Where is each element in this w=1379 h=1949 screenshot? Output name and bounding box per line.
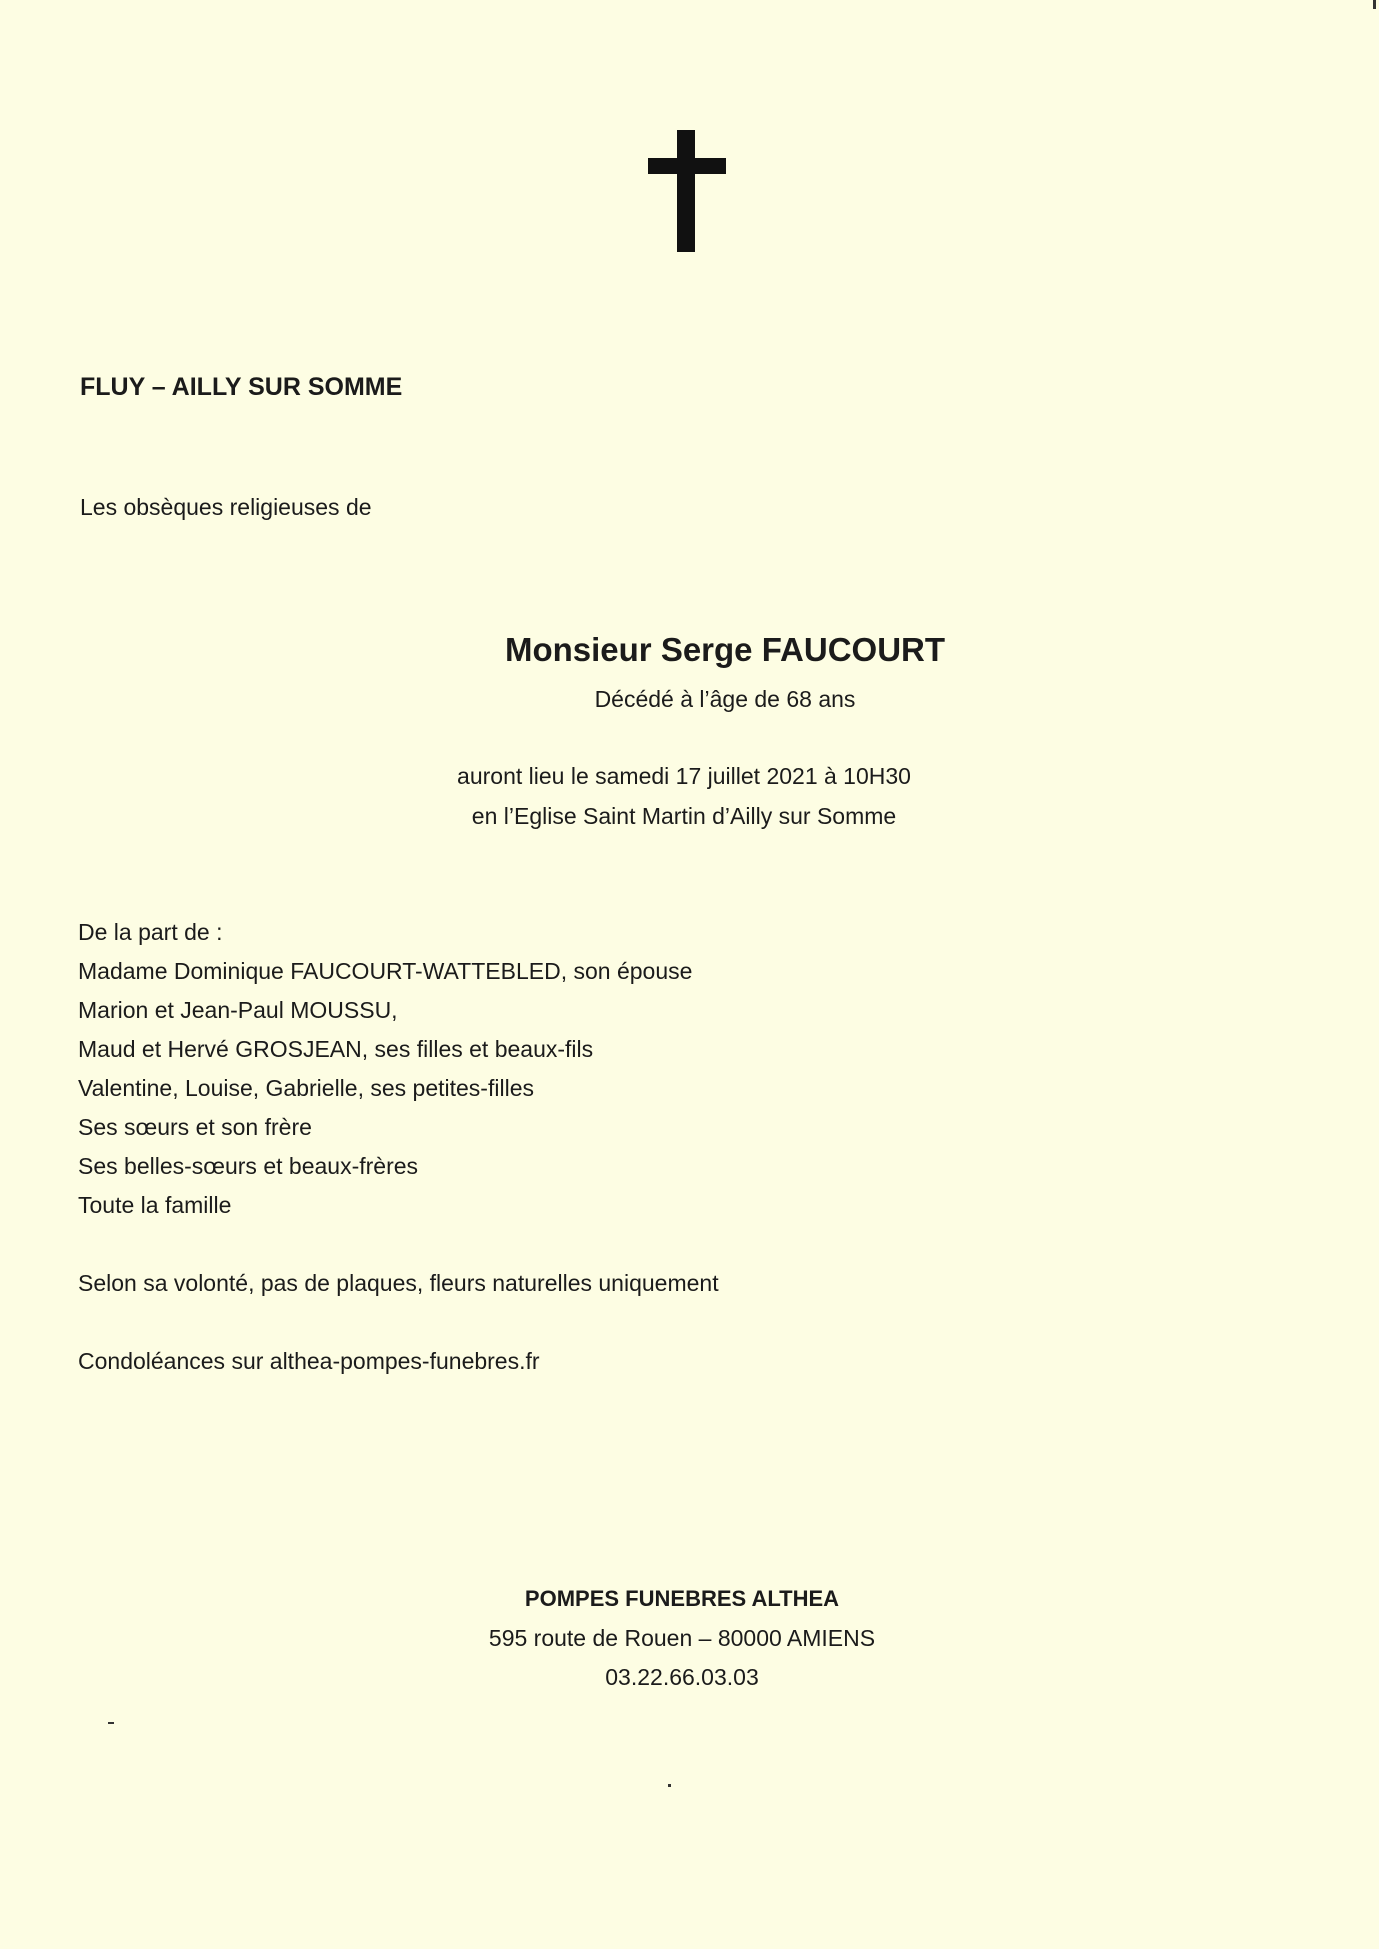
funeral-home-name: POMPES FUNEBRES ALTHEA xyxy=(524,1586,840,1611)
age-line: Décédé à l’âge de 68 ans xyxy=(594,686,856,712)
location-heading: FLUY – AILLY SUR SOMME xyxy=(80,373,403,401)
ceremony-date-line: auront lieu le samedi 17 juillet 2021 à 10H30 xyxy=(457,763,911,789)
family-member: Maud et Hervé GROSJEAN, ses filles et beaux-fils xyxy=(78,1036,594,1062)
ceremony-place-line: en l’Eglise Saint Martin d’Ailly sur Somme xyxy=(471,803,897,829)
family-member: Ses sœurs et son frère xyxy=(78,1114,312,1140)
family-list xyxy=(78,957,692,1230)
family-member: Toute la famille xyxy=(78,1192,232,1218)
condolences-note: Condoléances sur althea-pompes-funebres.fr xyxy=(78,1348,540,1374)
deceased-name: Monsieur Serge FAUCOURT xyxy=(504,631,946,668)
wishes-note: Selon sa volonté, pas de plaques, fleurs naturelles uniquement xyxy=(78,1270,719,1296)
family-title: De la part de : xyxy=(78,919,223,945)
funeral-home-phone: 03.22.66.03.03 xyxy=(605,1664,759,1690)
cross-icon xyxy=(648,130,726,252)
intro-text: Les obsèques religieuses de xyxy=(80,494,372,520)
scan-speck xyxy=(108,1722,114,1724)
family-member: Ses belles-sœurs et beaux-frères xyxy=(78,1153,419,1179)
family-member: Valentine, Louise, Gabrielle, ses petites-filles xyxy=(78,1075,534,1101)
family-member: Marion et Jean-Paul MOUSSU, xyxy=(78,997,398,1023)
family-member: Madame Dominique FAUCOURT-WATTEBLED, son épouse xyxy=(78,958,693,984)
scan-speck xyxy=(1373,0,1376,9)
scan-speck xyxy=(668,1784,671,1787)
funeral-home-address: 595 route de Rouen – 80000 AMIENS xyxy=(488,1625,876,1651)
